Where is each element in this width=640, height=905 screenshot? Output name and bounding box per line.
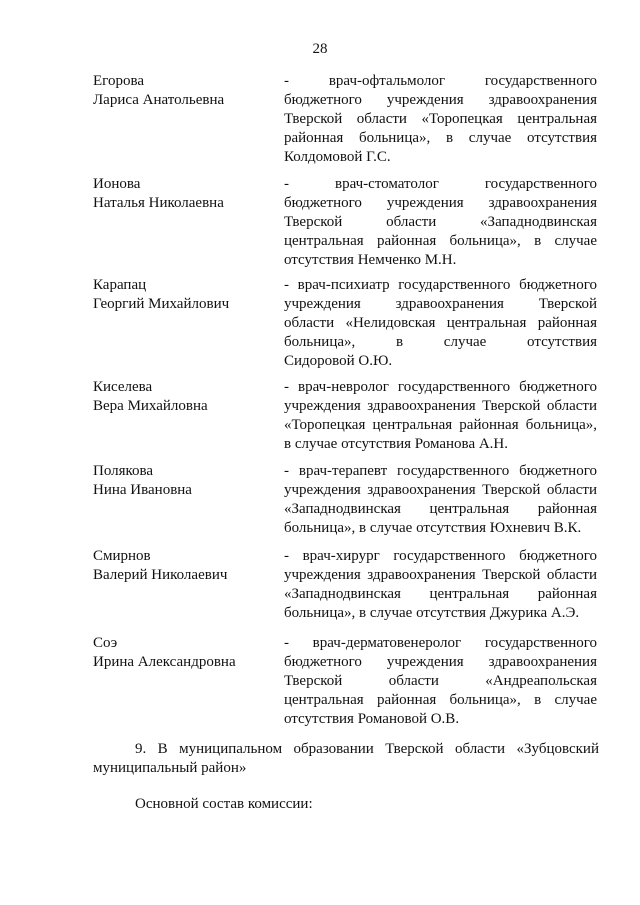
member-name — [93, 175, 278, 213]
role-line: «Торопецкая центральная районная больница», — [284, 417, 597, 433]
role-line: - врач-офтальмолог государственного — [284, 73, 597, 89]
role-line: бюджетного учреждения здравоохранения — [284, 195, 597, 211]
role-line: «Западнодвинская центральная районная — [284, 501, 597, 517]
member-name — [93, 547, 278, 585]
role-line: - врач-психиатр государственного бюджетного — [284, 277, 597, 293]
member-given-names: Нина Ивановна — [93, 482, 192, 498]
role-line: - врач-стоматолог государственного — [284, 176, 597, 192]
member-role-description — [284, 378, 597, 454]
role-line: - врач-хирург государственного бюджетного — [284, 548, 597, 564]
role-line: учреждения здравоохранения Тверской — [284, 296, 597, 312]
member-role-description — [284, 547, 597, 623]
role-line: - врач-невролог государственного бюджетного — [284, 379, 597, 395]
member-role-description — [284, 175, 597, 270]
role-line: Тверской области «Торопецкая центральная — [284, 111, 597, 127]
member-surname: Карапац — [93, 277, 147, 293]
member-given-names: Лариса Анатольевна — [93, 92, 225, 108]
role-line: районная больница», в случае отсутствия — [284, 130, 597, 146]
role-line: бюджетного учреждения здравоохранения — [284, 92, 597, 108]
role-line: больница», в случае отсутствия — [284, 334, 597, 350]
role-line: отсутствия Немченко М.Н. — [284, 252, 457, 268]
role-line: отсутствия Романовой О.В. — [284, 711, 460, 727]
role-line: области «Нелидовская центральная районная — [284, 315, 597, 331]
role-line: - врач-терапевт государственного бюджетного — [284, 463, 597, 479]
role-line: учреждения здравоохранения Тверской области — [284, 567, 597, 583]
member-role-description — [284, 634, 597, 729]
member-name — [93, 378, 278, 416]
role-line: «Западнодвинская центральная районная — [284, 586, 597, 602]
member-given-names: Ирина Александровна — [93, 654, 236, 670]
role-line: учреждения здравоохранения Тверской области — [284, 398, 597, 414]
role-line: Сидоровой О.Ю. — [284, 353, 393, 369]
member-name — [93, 462, 278, 500]
role-line: больница», в случае отсутствия Джурика А.Э. — [284, 605, 580, 621]
member-surname: Соэ — [93, 635, 118, 651]
member-name — [93, 72, 278, 110]
composition-label-text: Основной состав комиссии: — [135, 796, 313, 812]
member-role-description — [284, 72, 597, 167]
member-name — [93, 276, 278, 314]
member-surname: Егорова — [93, 73, 144, 89]
member-given-names: Валерий Николаевич — [93, 567, 228, 583]
member-surname: Ионова — [93, 176, 141, 192]
role-line: Тверской области «Западнодвинская — [284, 214, 597, 230]
role-line: в случае отсутствия Романова А.Н. — [284, 436, 509, 452]
member-surname: Смирнов — [93, 548, 151, 564]
member-name — [93, 634, 278, 672]
section-heading-line: 9. В муниципальном образовании Тверской области «Зубцовский — [135, 741, 599, 757]
member-role-description — [284, 462, 597, 538]
member-surname: Киселева — [93, 379, 153, 395]
role-line: учреждения здравоохранения Тверской области — [284, 482, 597, 498]
role-line: Колдомовой Г.С. — [284, 149, 391, 165]
section-heading-line: муниципальный район» — [93, 760, 247, 776]
role-line: - врач-дерматовенеролог государственного — [284, 635, 597, 651]
role-line: Тверской области «Андреапольская — [284, 673, 597, 689]
role-line: бюджетного учреждения здравоохранения — [284, 654, 597, 670]
role-line: центральная районная больница», в случае — [284, 233, 597, 249]
role-line: больница», в случае отсутствия Юхневич В.К. — [284, 520, 582, 536]
role-line: центральная районная больница», в случае — [284, 692, 597, 708]
member-role-description — [284, 276, 597, 371]
member-given-names: Наталья Николаевна — [93, 195, 224, 211]
page-number: 28 — [312, 41, 328, 57]
member-given-names: Вера Михайловна — [93, 398, 208, 414]
member-surname: Полякова — [93, 463, 154, 479]
section-heading — [93, 740, 599, 778]
commission-composition-label — [93, 795, 599, 814]
member-given-names: Георгий Михайлович — [93, 296, 230, 312]
